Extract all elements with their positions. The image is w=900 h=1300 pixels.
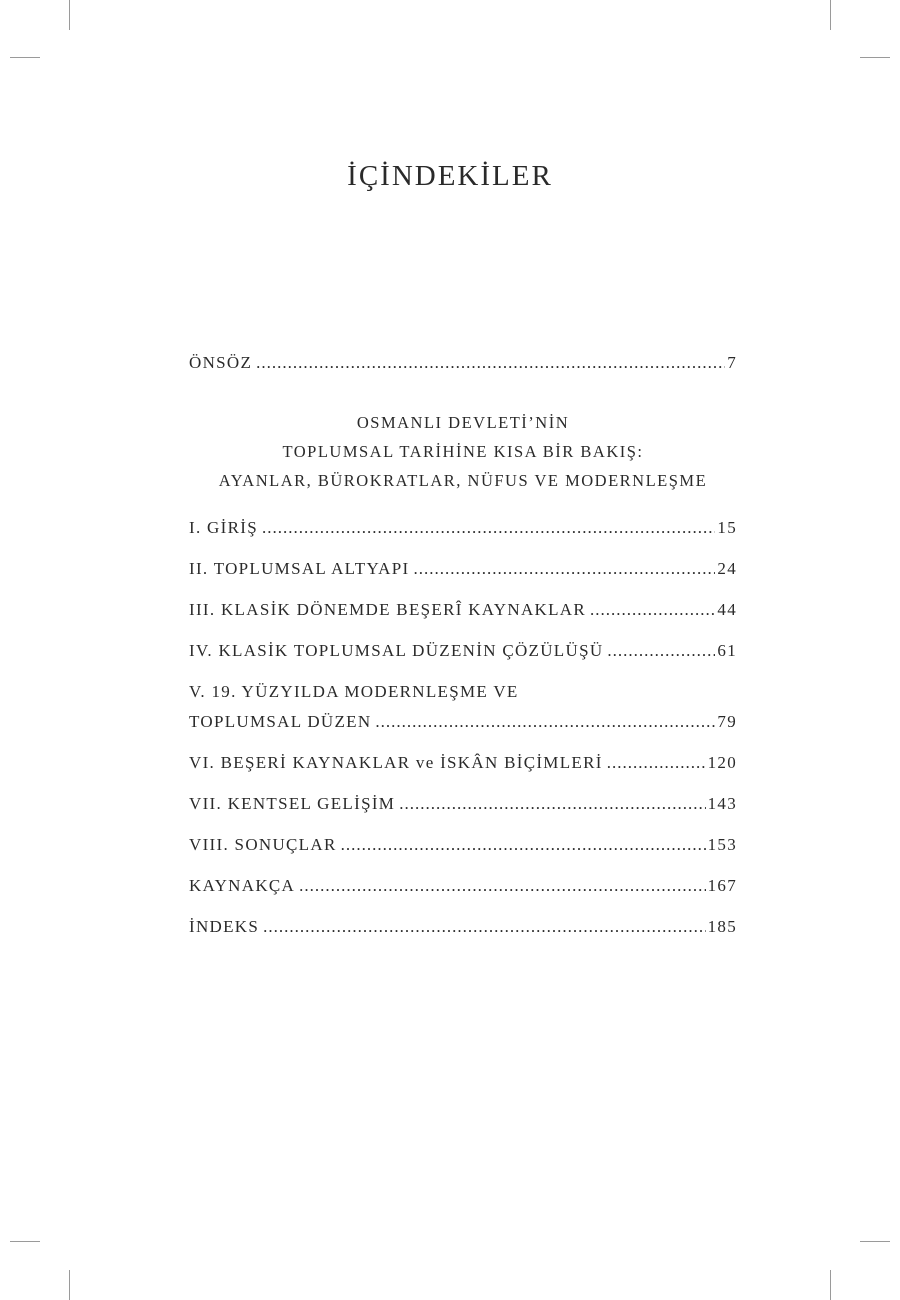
toc-entry-page: 15 bbox=[717, 518, 737, 537]
toc-entry-label: VI. BEŞERİ KAYNAKLAR ve İSKÂN BİÇİMLERİ bbox=[189, 753, 603, 772]
toc-entry[interactable] bbox=[189, 789, 737, 819]
toc-entry-line2 bbox=[189, 707, 737, 737]
section-heading-line: OSMANLI DEVLETİ’NİN bbox=[356, 413, 570, 432]
toc-entry-page: 44 bbox=[717, 600, 737, 619]
toc-entry-multiline[interactable] bbox=[189, 677, 737, 737]
toc-entry-preface[interactable] bbox=[189, 348, 737, 378]
toc-entry[interactable] bbox=[189, 748, 737, 778]
dot-leader bbox=[590, 595, 715, 625]
toc-entry-label-line1: V. 19. YÜZYILDA MODERNLEŞME VE bbox=[189, 682, 519, 701]
dot-leader bbox=[413, 554, 715, 584]
dot-leader bbox=[262, 513, 715, 543]
dot-leader bbox=[399, 789, 705, 819]
toc-entry-page: 7 bbox=[727, 353, 737, 372]
toc-entry-label: VIII. SONUÇLAR bbox=[189, 835, 337, 854]
dot-leader bbox=[299, 871, 705, 901]
crop-mark bbox=[860, 57, 890, 58]
toc-entry-label-line2: TOPLUMSAL DÜZEN bbox=[189, 712, 372, 731]
toc-entry-page: 143 bbox=[707, 794, 737, 813]
dot-leader bbox=[607, 748, 706, 778]
toc-entry-label: I. GİRİŞ bbox=[189, 518, 258, 537]
toc-entry-page: 79 bbox=[717, 712, 737, 731]
toc-entry[interactable] bbox=[189, 830, 737, 860]
section-heading-line: AYANLAR, BÜROKRATLAR, NÜFUS VE MODERNLEŞME bbox=[218, 471, 708, 490]
toc-entry-label: İNDEKS bbox=[189, 917, 260, 936]
section-heading bbox=[177, 408, 749, 495]
dot-leader bbox=[256, 348, 725, 378]
crop-mark bbox=[860, 1241, 890, 1242]
toc-entry-label: IV. KLASİK TOPLUMSAL DÜZENİN ÇÖZÜLÜŞÜ bbox=[189, 641, 604, 660]
toc-entry[interactable] bbox=[189, 636, 737, 666]
toc-entry[interactable] bbox=[189, 513, 737, 543]
toc-entry-label: VII. KENTSEL GELİŞİM bbox=[189, 794, 396, 813]
toc-entry-page: 153 bbox=[707, 835, 737, 854]
dot-leader bbox=[341, 830, 706, 860]
crop-mark bbox=[830, 1270, 831, 1300]
toc-entry-label: III. KLASİK DÖNEMDE BEŞERÎ KAYNAKLAR bbox=[189, 600, 587, 619]
section-heading-line: TOPLUMSAL TARİHİNE KISA BİR BAKIŞ: bbox=[282, 442, 644, 461]
crop-mark bbox=[830, 0, 831, 30]
table-of-contents bbox=[189, 348, 737, 942]
dot-leader bbox=[375, 707, 715, 737]
crop-mark bbox=[10, 57, 40, 58]
dot-leader bbox=[607, 636, 715, 666]
toc-entry[interactable] bbox=[189, 554, 737, 584]
toc-entry-page: 120 bbox=[707, 753, 737, 772]
toc-entry-page: 167 bbox=[707, 876, 737, 895]
crop-mark bbox=[69, 1270, 70, 1300]
toc-entry[interactable] bbox=[189, 595, 737, 625]
toc-entry[interactable] bbox=[189, 912, 737, 942]
toc-entry-label: II. TOPLUMSAL ALTYAPI bbox=[189, 559, 410, 578]
toc-entry-page: 185 bbox=[707, 917, 737, 936]
crop-mark bbox=[10, 1241, 40, 1242]
toc-entry[interactable] bbox=[189, 871, 737, 901]
crop-mark bbox=[69, 0, 70, 30]
toc-entry-page: 24 bbox=[717, 559, 737, 578]
page-title: İÇİNDEKİLER bbox=[347, 160, 553, 192]
toc-entry-label: ÖNSÖZ bbox=[189, 353, 253, 372]
toc-entry-page: 61 bbox=[717, 641, 737, 660]
toc-entry-label: KAYNAKÇA bbox=[189, 876, 296, 895]
dot-leader bbox=[263, 912, 705, 942]
